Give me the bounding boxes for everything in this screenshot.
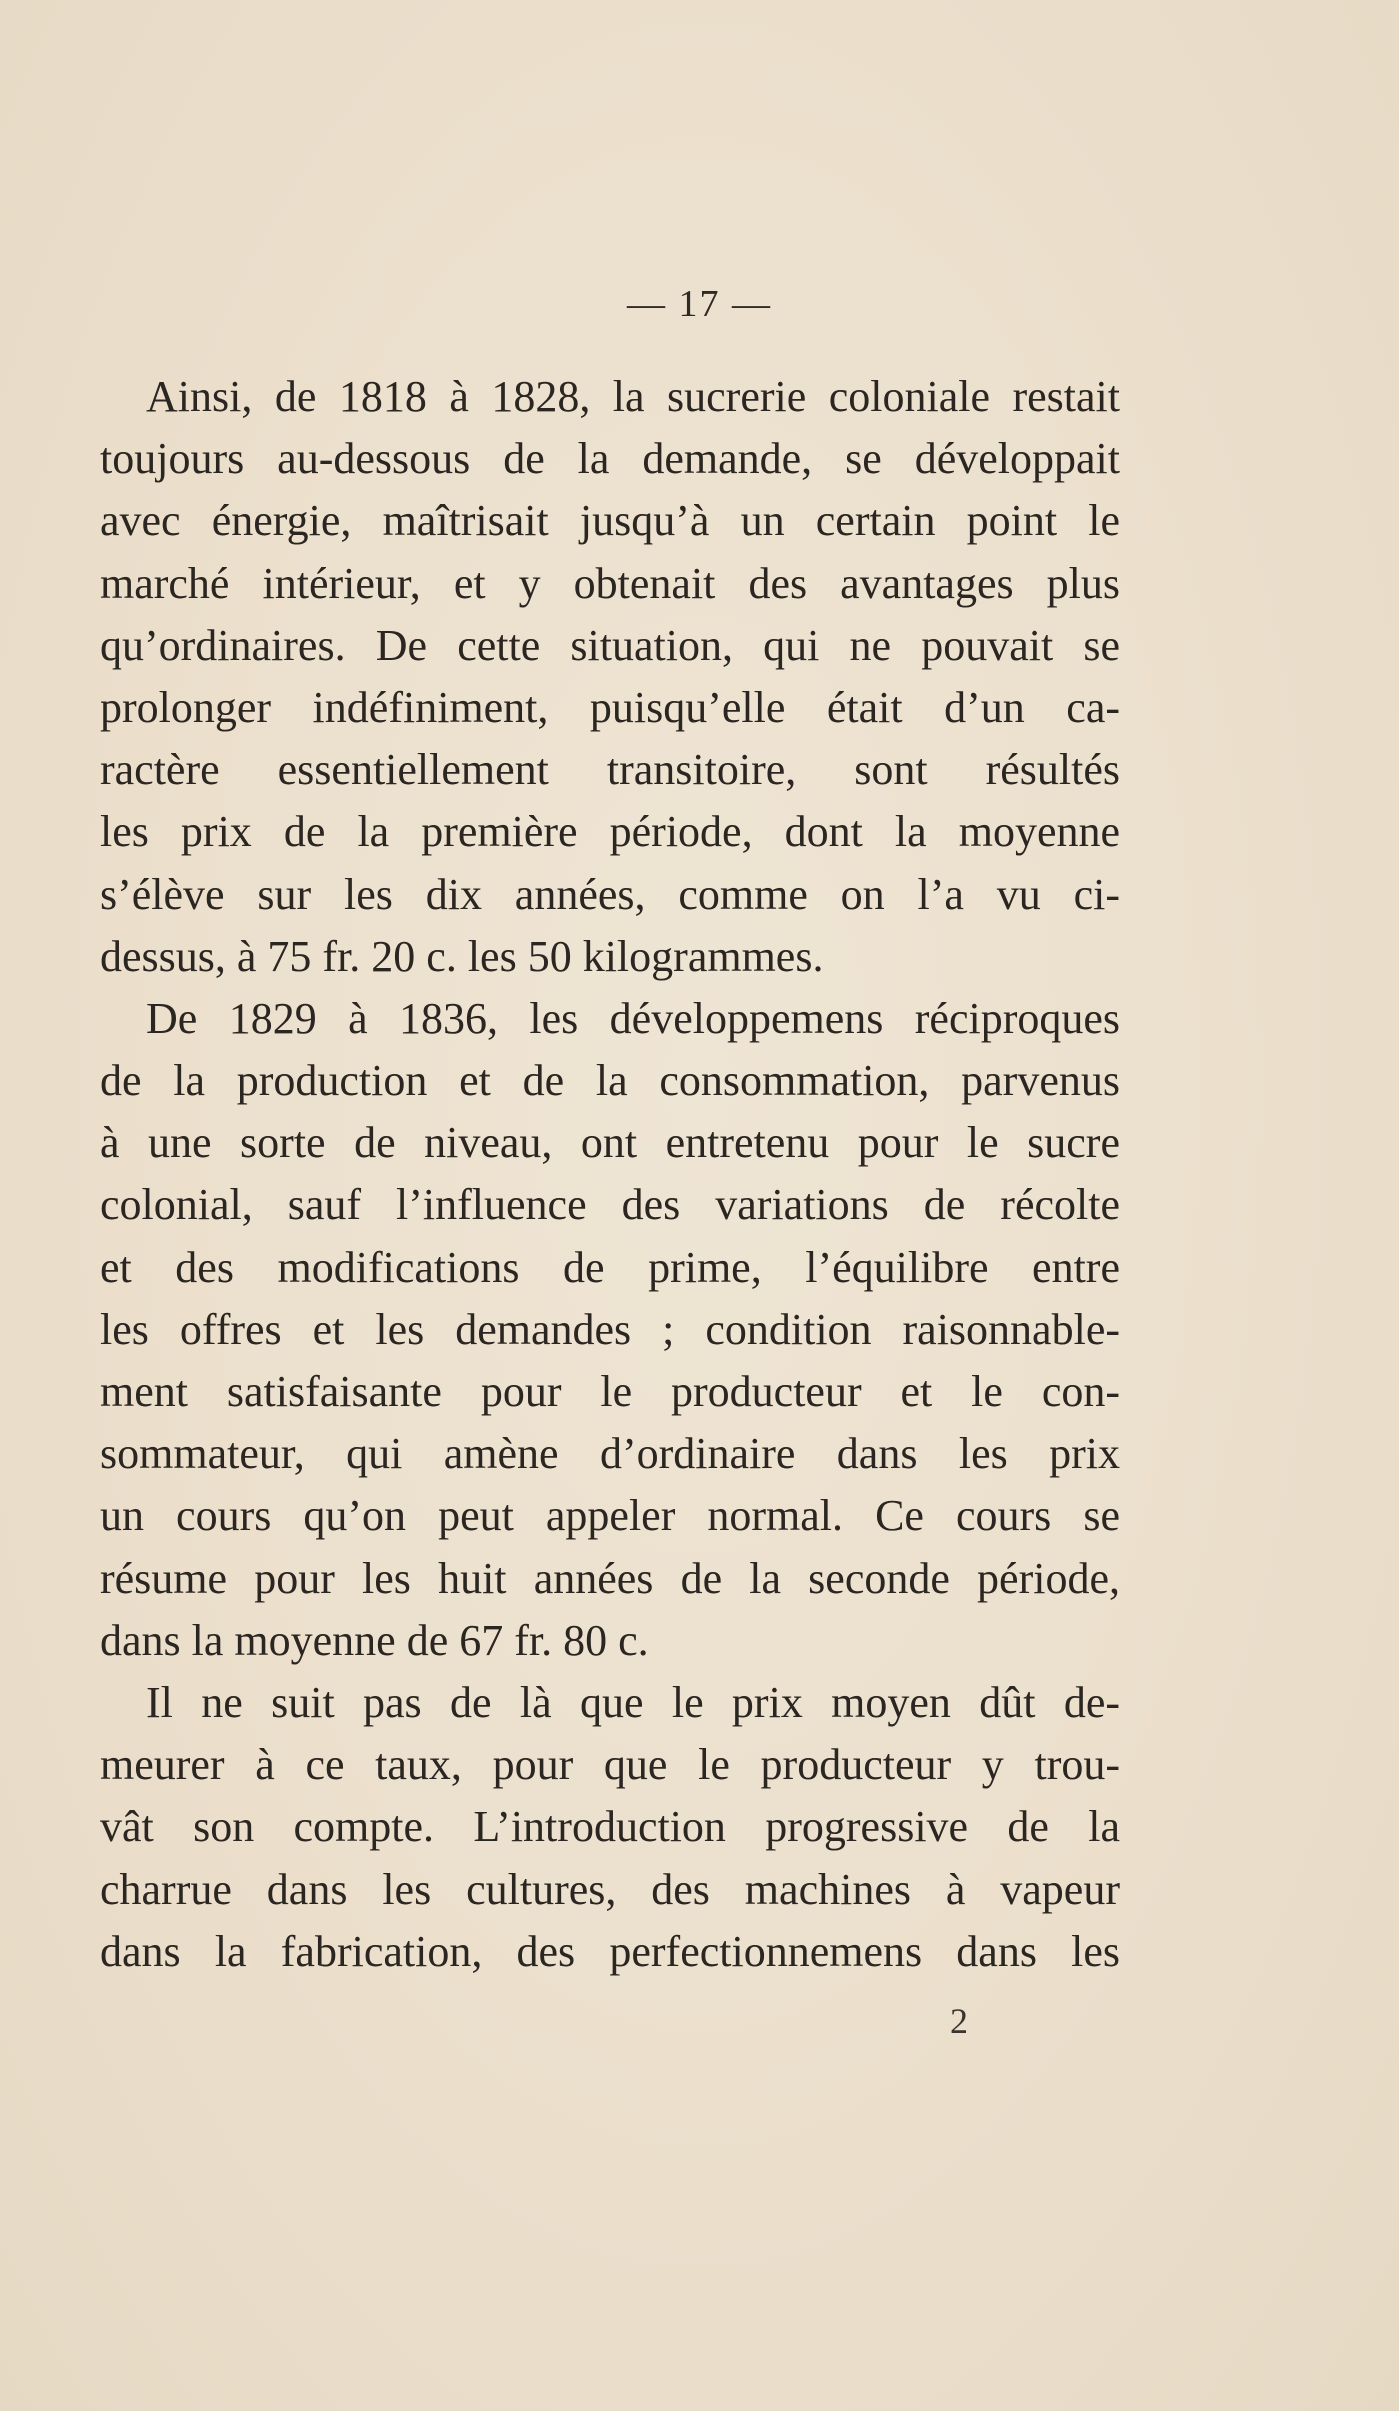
text-line: s’élève sur les dix années, comme on l’a vu ci- (100, 869, 1120, 919)
text-line: marché intérieur, et y obtenait des avantages plus (100, 558, 1120, 608)
text-line: avec énergie, maîtrisait jusqu’à un certain point le (100, 496, 1120, 546)
text-line: ment satisfaisante pour le producteur et le con- (100, 1367, 1120, 1416)
text-line: de la production et de la consommation, parvenus (100, 1056, 1120, 1106)
text-line: les prix de la première période, dont la moyenne (100, 807, 1120, 857)
text-line: résume pour les huit années de la seconde période, (100, 1553, 1120, 1603)
text-line: Il ne suit pas de là que le prix moyen dût de- (146, 1677, 1120, 1727)
text-line: qu’ordinaires. De cette situation, qui ne pouvait se (100, 620, 1120, 670)
text-line: charrue dans les cultures, des machines à vapeur (100, 1864, 1120, 1914)
text-line: prolonger indéfiniment, puisqu’elle était d’un ca- (100, 682, 1120, 732)
text-line: à une sorte de niveau, ont entretenu pour le sucre (100, 1118, 1120, 1168)
text-line: dans la moyenne de 67 fr. 80 c. (100, 1615, 649, 1665)
text-line: colonial, sauf l’influence des variations de récolte (100, 1180, 1120, 1230)
text-line: Ainsi, de 1818 à 1828, la sucrerie coloniale restait (146, 372, 1120, 421)
text-line: dans la fabrication, des perfectionnemens dans les (100, 1926, 1120, 1976)
body-text (100, 366, 1120, 1983)
text-line: ractère essentiellement transitoire, sont résultés (100, 745, 1120, 795)
text-line: un cours qu’on peut appeler normal. Ce cours se (100, 1491, 1120, 1541)
text-line: les offres et les demandes ; condition raisonnable- (100, 1304, 1120, 1354)
text-line: toujours au-dessous de la demande, se développait (100, 434, 1120, 484)
signature-mark: 2 (950, 2001, 968, 2041)
text-line: dessus, à 75 fr. 20 c. les 50 kilogrammes. (100, 931, 824, 981)
text-line: De 1829 à 1836, les développemens réciproques (146, 993, 1120, 1043)
text-line: meurer à ce taux, pour que le producteur y trou- (100, 1740, 1120, 1790)
text-line: et des modifications de prime, l’équilibre entre (100, 1242, 1120, 1292)
page-number: — 17 — (627, 283, 772, 325)
text-line: sommateur, qui amène d’ordinaire dans les prix (100, 1429, 1120, 1479)
text-line: vât son compte. L’introduction progressive de la (100, 1802, 1120, 1852)
